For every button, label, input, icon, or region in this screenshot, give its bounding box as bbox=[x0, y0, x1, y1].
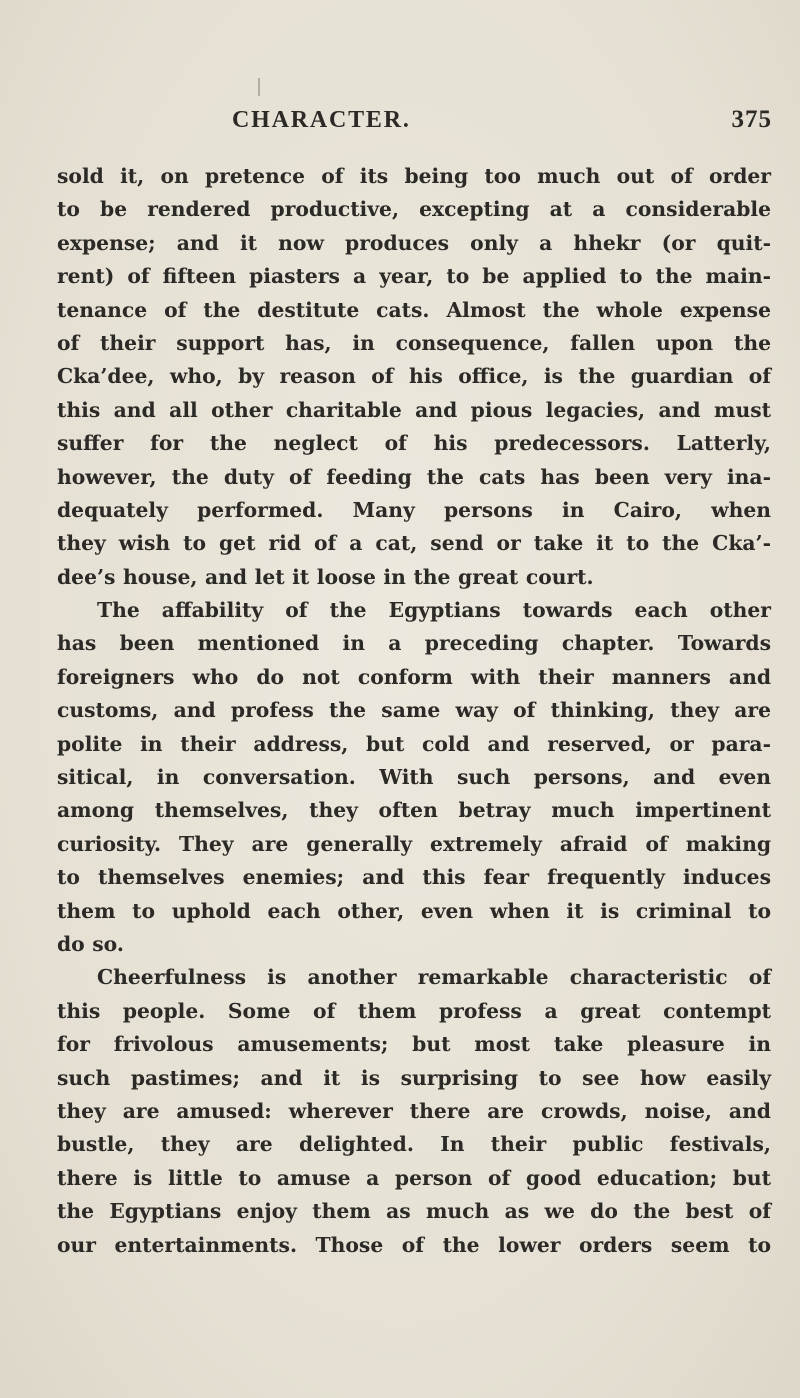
paragraph-start-line: Cheerfulness is another remarkable characteristic of bbox=[97, 965, 771, 990]
page-number: 375 bbox=[731, 106, 772, 133]
text-line: sitical, in conversation. With such persons, and even bbox=[57, 765, 771, 790]
text-line: sold it, on pretence of its being too much out of order bbox=[57, 164, 771, 188]
text-line: Cka’dee, who, by reason of his office, is the guardian of bbox=[57, 364, 771, 389]
text-line: polite in their address, but cold and reserved, or para- bbox=[57, 731, 771, 756]
text-line: tenance of the destitute cats. Almost the whole expense bbox=[57, 297, 771, 322]
text-line: there is little to amuse a person of good education; but bbox=[57, 1165, 771, 1190]
page-header bbox=[232, 100, 772, 140]
text-line: rent) of fifteen piasters a year, to be applied to the main- bbox=[57, 264, 771, 289]
paragraph-start-line: The affability of the Egyptians towards each other bbox=[97, 598, 771, 623]
text-line: they are amused: wherever there are crowds, noise, and bbox=[57, 1098, 771, 1123]
text-line: to themselves enemies; and this fear frequently induces bbox=[57, 865, 771, 890]
text-line: suffer for the neglect of his predecessors. Latterly, bbox=[57, 431, 771, 456]
text-line: curiosity. They are generally extremely afraid of making bbox=[57, 831, 771, 856]
text-line: our entertainments. Those of the lower orders seem to bbox=[57, 1232, 771, 1257]
text-line: they wish to get rid of a cat, send or take it to the Cka’- bbox=[57, 531, 771, 556]
text-line: has been mentioned in a preceding chapter. Towards bbox=[57, 631, 771, 656]
running-title: CHARACTER. bbox=[232, 107, 411, 133]
text-line: this people. Some of them profess a great contempt bbox=[57, 998, 771, 1023]
text-line: of their support has, in consequence, fallen upon the bbox=[57, 330, 771, 355]
text-line: the Egyptians enjoy them as much as we do the best of bbox=[57, 1199, 771, 1224]
text-line: such pastimes; and it is surprising to see how easily bbox=[57, 1065, 771, 1090]
text-line: them to uphold each other, even when it is criminal to bbox=[57, 898, 771, 923]
text-line: among themselves, they often betray much impertinent bbox=[57, 798, 771, 823]
body-text bbox=[57, 160, 771, 1262]
text-line: to be rendered productive, excepting at a considerable bbox=[57, 197, 771, 222]
text-line: foreigners who do not conform with their manners and bbox=[57, 664, 771, 689]
text-line: bustle, they are delighted. In their public festivals, bbox=[57, 1132, 771, 1157]
text-line: this and all other charitable and pious legacies, and must bbox=[57, 397, 771, 422]
paragraph-end-line: do so. bbox=[57, 931, 124, 956]
text-line: customs, and profess the same way of thinking, they are bbox=[57, 698, 771, 723]
text-line: dequately performed. Many persons in Cairo, when bbox=[57, 497, 771, 522]
paragraph-end-line: dee’s house, and let it loose in the great court. bbox=[57, 564, 594, 589]
scan-artifact-mark bbox=[258, 78, 260, 96]
text-line: for frivolous amusements; but most take pleasure in bbox=[57, 1032, 771, 1057]
text-line: expense; and it now produces only a hhekr (or quit- bbox=[57, 230, 771, 255]
text-line: however, the duty of feeding the cats has been very ina- bbox=[57, 464, 771, 489]
